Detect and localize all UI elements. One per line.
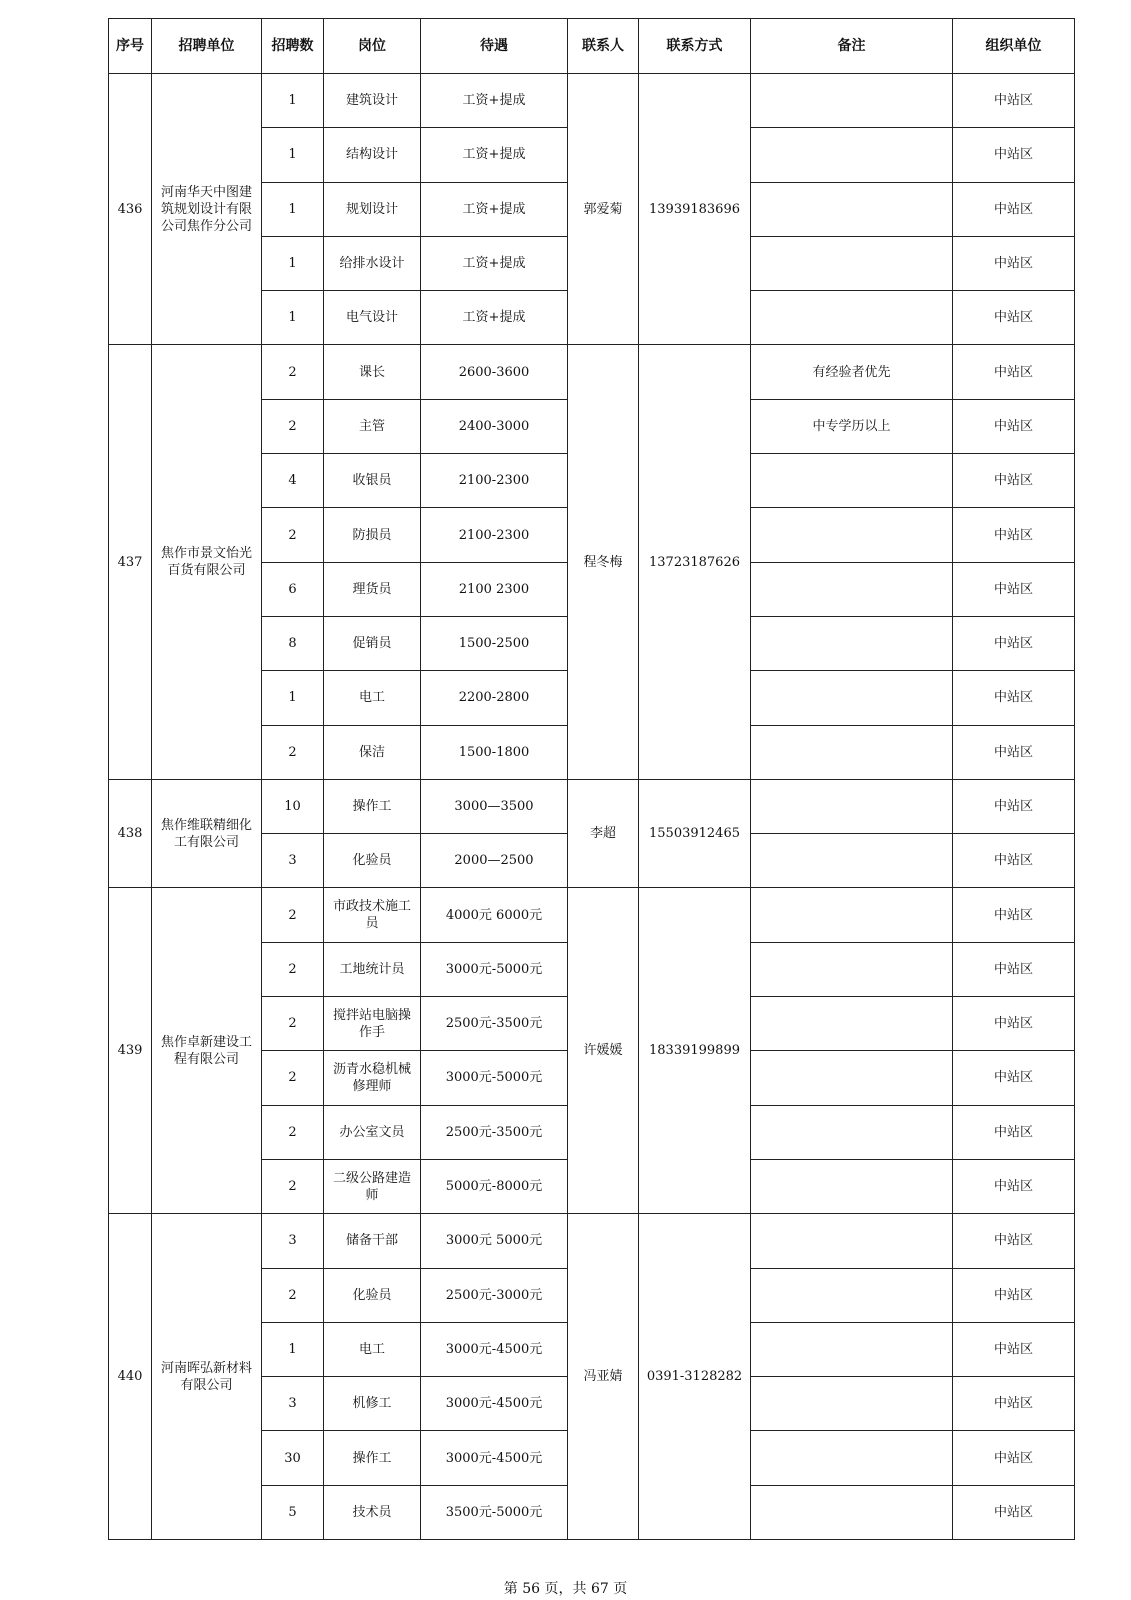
job-org: 中站区 [953,1214,1075,1268]
job-position: 沥青水稳机械修理师 [324,1051,421,1105]
job-salary: 1500-1800 [421,725,568,779]
contact-phone: 15503912465 [639,779,751,888]
job-position: 化验员 [324,1268,421,1322]
job-salary: 2000—2500 [421,834,568,888]
job-position: 规划设计 [324,182,421,236]
job-org: 中站区 [953,291,1075,345]
job-position: 电工 [324,671,421,725]
job-salary: 工资+提成 [421,291,568,345]
job-position: 结构设计 [324,128,421,182]
job-note [751,182,953,236]
job-note [751,1485,953,1539]
job-count: 2 [262,725,324,779]
job-count: 2 [262,508,324,562]
job-count: 1 [262,291,324,345]
header-contact: 联系人 [568,19,639,74]
job-org: 中站区 [953,1159,1075,1213]
job-salary: 工资+提成 [421,236,568,290]
job-count: 1 [262,128,324,182]
company-name: 河南华天中图建筑规划设计有限公司焦作分公司 [152,74,262,345]
job-org: 中站区 [953,1485,1075,1539]
job-note [751,128,953,182]
job-org: 中站区 [953,345,1075,399]
job-position: 课长 [324,345,421,399]
job-count: 6 [262,562,324,616]
job-count: 2 [262,1105,324,1159]
job-note [751,725,953,779]
job-count: 2 [262,1159,324,1213]
contact-person: 郭爱菊 [568,74,639,345]
job-count: 30 [262,1431,324,1485]
job-salary: 3500元-5000元 [421,1485,568,1539]
job-org: 中站区 [953,128,1075,182]
job-count: 5 [262,1485,324,1539]
company-name: 焦作卓新建设工程有限公司 [152,888,262,1214]
job-position: 化验员 [324,834,421,888]
job-position: 技术员 [324,1485,421,1539]
job-count: 2 [262,997,324,1051]
job-org: 中站区 [953,1051,1075,1105]
job-note [751,997,953,1051]
job-org: 中站区 [953,834,1075,888]
job-salary: 3000元-4500元 [421,1431,568,1485]
job-position: 理货员 [324,562,421,616]
job-salary: 1500-2500 [421,616,568,670]
job-count: 10 [262,779,324,833]
job-position: 二级公路建造师 [324,1159,421,1213]
job-position: 机修工 [324,1377,421,1431]
job-org: 中站区 [953,562,1075,616]
company-name: 焦作市景文怡光百货有限公司 [152,345,262,779]
company-name: 焦作维联精细化工有限公司 [152,779,262,888]
job-count: 1 [262,671,324,725]
contact-person: 冯亚婧 [568,1214,639,1540]
job-salary: 3000元-4500元 [421,1322,568,1376]
job-note: 中专学历以上 [751,399,953,453]
job-position: 操作工 [324,1431,421,1485]
job-note [751,1159,953,1213]
header-salary: 待遇 [421,19,568,74]
job-position: 储备干部 [324,1214,421,1268]
job-note [751,291,953,345]
job-note [751,562,953,616]
job-note [751,888,953,942]
job-position: 电工 [324,1322,421,1376]
job-note [751,1322,953,1376]
table-row [109,74,1075,128]
job-org: 中站区 [953,399,1075,453]
job-position: 保洁 [324,725,421,779]
job-note [751,1051,953,1105]
job-count: 1 [262,182,324,236]
job-position: 操作工 [324,779,421,833]
job-note [751,834,953,888]
job-org: 中站区 [953,942,1075,996]
header-note: 备注 [751,19,953,74]
job-org: 中站区 [953,74,1075,128]
job-position: 工地统计员 [324,942,421,996]
job-note [751,74,953,128]
job-org: 中站区 [953,671,1075,725]
job-salary: 2100-2300 [421,508,568,562]
job-salary: 工资+提成 [421,128,568,182]
job-count: 3 [262,834,324,888]
company-no: 437 [109,345,152,779]
job-note [751,236,953,290]
job-position: 给排水设计 [324,236,421,290]
job-org: 中站区 [953,1105,1075,1159]
job-position: 电气设计 [324,291,421,345]
table-row [109,345,1075,399]
job-count: 1 [262,74,324,128]
job-note: 有经验者优先 [751,345,953,399]
job-org: 中站区 [953,997,1075,1051]
job-count: 4 [262,454,324,508]
job-org: 中站区 [953,888,1075,942]
page-footer: 第 56 页，共 67 页 [503,1581,628,1597]
job-note [751,616,953,670]
job-salary: 2200-2800 [421,671,568,725]
job-count: 2 [262,1268,324,1322]
table-body [109,74,1075,1540]
header-position: 岗位 [324,19,421,74]
header-no: 序号 [109,19,152,74]
job-note [751,1377,953,1431]
job-salary: 2100 2300 [421,562,568,616]
job-org: 中站区 [953,1377,1075,1431]
job-note [751,1431,953,1485]
table-row [109,779,1075,833]
job-count: 3 [262,1214,324,1268]
job-salary: 2500元-3500元 [421,997,568,1051]
job-count: 2 [262,1051,324,1105]
job-salary: 2500元-3000元 [421,1268,568,1322]
job-note [751,508,953,562]
job-listing-table [108,18,1075,1540]
job-position: 收银员 [324,454,421,508]
job-org: 中站区 [953,1322,1075,1376]
job-salary: 工资+提成 [421,74,568,128]
job-position: 防损员 [324,508,421,562]
contact-person: 许媛媛 [568,888,639,1214]
contact-phone: 18339199899 [639,888,751,1214]
header-org: 组织单位 [953,19,1075,74]
job-salary: 2100-2300 [421,454,568,508]
job-position: 市政技术施工员 [324,888,421,942]
company-no: 439 [109,888,152,1214]
contact-phone: 0391-3128282 [639,1214,751,1540]
job-count: 2 [262,399,324,453]
header-phone: 联系方式 [639,19,751,74]
job-count: 1 [262,236,324,290]
job-org: 中站区 [953,616,1075,670]
header-company: 招聘单位 [152,19,262,74]
job-position: 搅拌站电脑操作手 [324,997,421,1051]
header-count: 招聘数 [262,19,324,74]
job-count: 2 [262,942,324,996]
job-org: 中站区 [953,725,1075,779]
job-salary: 3000—3500 [421,779,568,833]
company-no: 440 [109,1214,152,1540]
job-salary: 3000元-5000元 [421,1051,568,1105]
job-position: 主管 [324,399,421,453]
job-position: 促销员 [324,616,421,670]
table-header-row [109,19,1075,74]
job-salary: 3000元-5000元 [421,942,568,996]
table-row [109,888,1075,942]
job-count: 2 [262,345,324,399]
job-position: 办公室文员 [324,1105,421,1159]
job-salary: 2500元-3500元 [421,1105,568,1159]
job-note [751,942,953,996]
job-note [751,454,953,508]
job-note [751,1268,953,1322]
job-salary: 2400-3000 [421,399,568,453]
job-position: 建筑设计 [324,74,421,128]
job-count: 1 [262,1322,324,1376]
table-row [109,1214,1075,1268]
job-salary: 4000元 6000元 [421,888,568,942]
job-salary: 工资+提成 [421,182,568,236]
job-note [751,779,953,833]
job-salary: 3000元-4500元 [421,1377,568,1431]
job-note [751,1105,953,1159]
job-count: 3 [262,1377,324,1431]
job-note [751,671,953,725]
job-org: 中站区 [953,508,1075,562]
company-no: 438 [109,779,152,888]
job-count: 2 [262,888,324,942]
job-org: 中站区 [953,1431,1075,1485]
contact-phone: 13939183696 [639,74,751,345]
job-note [751,1214,953,1268]
job-salary: 3000元 5000元 [421,1214,568,1268]
job-salary: 2600-3600 [421,345,568,399]
contact-phone: 13723187626 [639,345,751,779]
company-name: 河南晖弘新材料有限公司 [152,1214,262,1540]
contact-person: 程冬梅 [568,345,639,779]
job-org: 中站区 [953,454,1075,508]
job-salary: 5000元-8000元 [421,1159,568,1213]
job-org: 中站区 [953,1268,1075,1322]
company-no: 436 [109,74,152,345]
job-org: 中站区 [953,182,1075,236]
job-org: 中站区 [953,779,1075,833]
job-count: 8 [262,616,324,670]
contact-person: 李超 [568,779,639,888]
job-org: 中站区 [953,236,1075,290]
